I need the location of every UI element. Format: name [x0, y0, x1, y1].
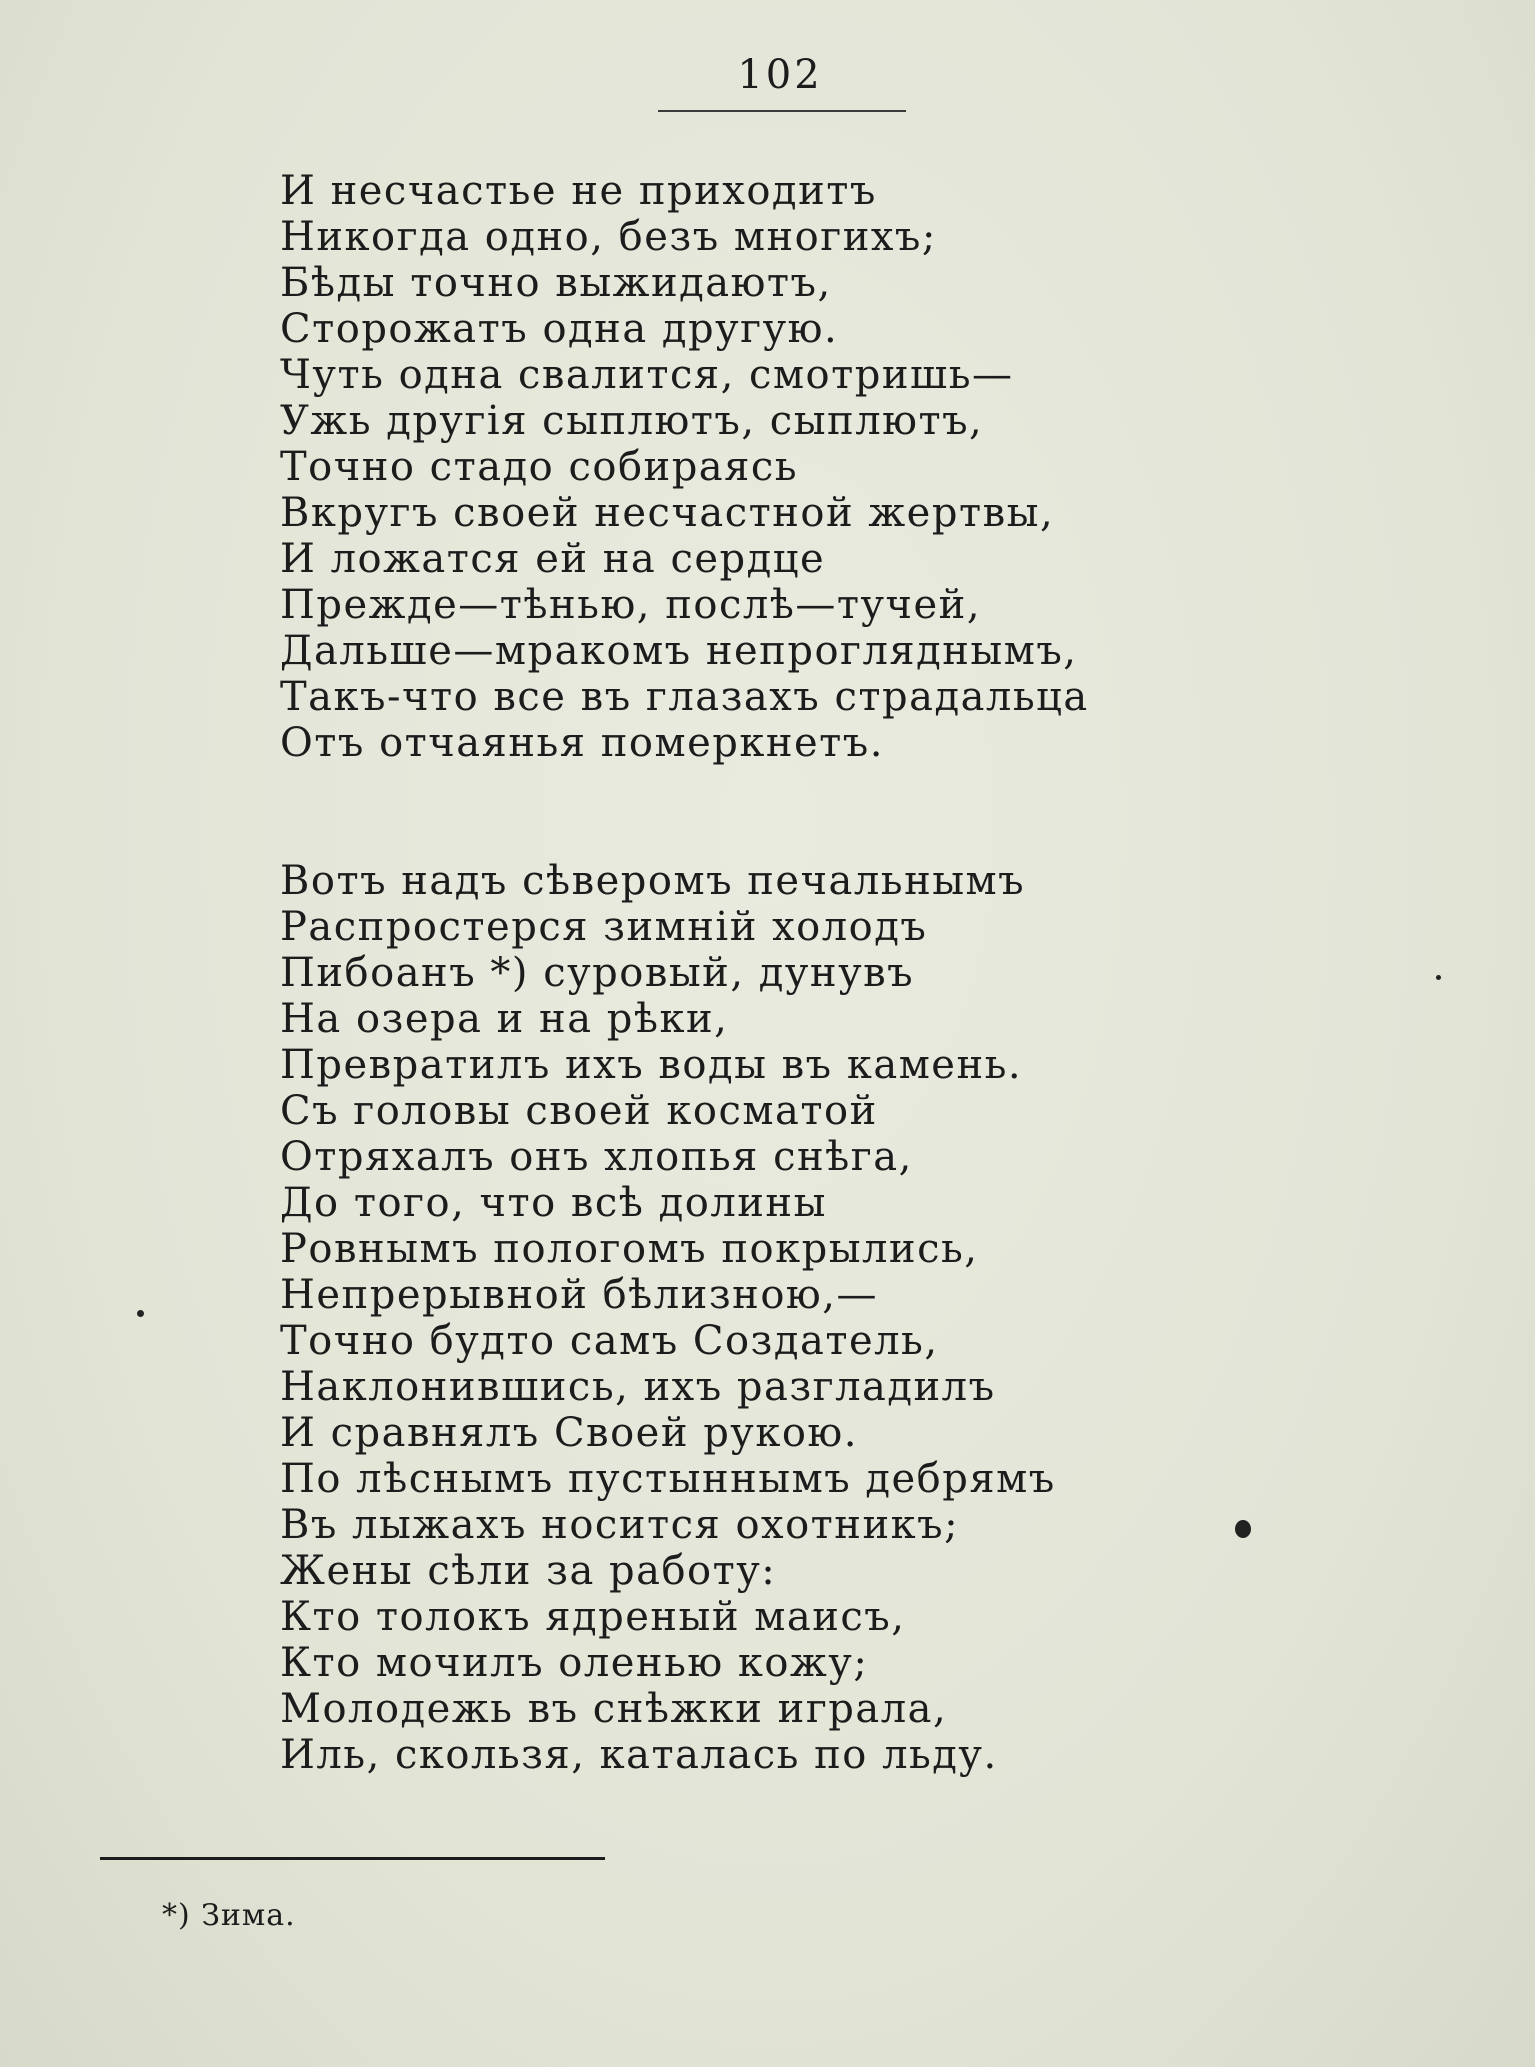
- verse-line: Съ головы своей косматой: [280, 1088, 878, 1134]
- verse-line: Никогда одно, безъ многихъ;: [280, 214, 937, 260]
- verse-line: Кто мочилъ оленью кожу;: [280, 1640, 869, 1686]
- verse-line: Ужь другія сыплютъ, сыплютъ,: [280, 398, 984, 444]
- verse-line: Такъ-что все въ глазахъ страдальца: [280, 674, 1089, 720]
- verse-line: Наклонившись, ихъ разгладилъ: [280, 1364, 996, 1410]
- verse-line: И несчастье не приходитъ: [280, 168, 877, 214]
- verse-line: И ложатся ей на сердце: [280, 536, 826, 582]
- verse-line: Сторожатъ одна другую.: [280, 306, 839, 352]
- verse-line: Въ лыжахъ носится охотникъ;: [280, 1502, 960, 1548]
- verse-line: Жены сѣли за работу:: [280, 1548, 777, 1594]
- verse-line: Иль, скользя, каталась по льду.: [280, 1732, 998, 1778]
- ink-speck: [1235, 1520, 1251, 1538]
- verse-line: Вкругъ своей несчастной жертвы,: [280, 490, 1055, 536]
- verse-line: Пибоанъ *) суровый, дунувъ: [280, 950, 915, 996]
- stanza-1: [280, 168, 1089, 766]
- ink-speck: [1436, 975, 1441, 980]
- verse-line: Непрерывной бѣлизною,—: [280, 1272, 878, 1318]
- verse-line: Отъ отчаянья померкнетъ.: [280, 720, 884, 766]
- ink-speck: [137, 1310, 144, 1317]
- verse-line: На озера и на рѣки,: [280, 996, 729, 1042]
- verse-line: Распростерся зимній холодъ: [280, 904, 928, 950]
- footnote: *) Зима.: [162, 1898, 296, 1933]
- verse-line: И сравнялъ Своей рукою.: [280, 1410, 858, 1456]
- verse-line: Дальше—мракомъ непрогляднымъ,: [280, 628, 1078, 674]
- verse-line: Вотъ надъ сѣверомъ печальнымъ: [280, 858, 1026, 904]
- page-number: 102: [737, 52, 823, 98]
- verse-line: Отряхалъ онъ хлопья снѣга,: [280, 1134, 913, 1180]
- verse-line: Чуть одна свалится, смотришь—: [280, 352, 1014, 398]
- verse-line: Прежде—тѣнью, послѣ—тучей,: [280, 582, 982, 628]
- verse-line: Молодежь въ снѣжки играла,: [280, 1686, 948, 1732]
- header-rule: [658, 110, 906, 112]
- footnote-rule: [100, 1857, 605, 1860]
- verse-line: Кто толокъ ядреный маисъ,: [280, 1594, 906, 1640]
- verse-line: По лѣснымъ пустыннымъ дебрямъ: [280, 1456, 1056, 1502]
- verse-line: Точно стадо собираясь: [280, 444, 799, 490]
- verse-line: Ровнымъ пологомъ покрылись,: [280, 1226, 979, 1272]
- verse-line: До того, что всѣ долины: [280, 1180, 827, 1226]
- verse-line: Точно будто самъ Создатель,: [280, 1318, 939, 1364]
- stanza-2: [280, 858, 1056, 1778]
- verse-line: Превратилъ ихъ воды въ камень.: [280, 1042, 1023, 1088]
- verse-line: Бѣды точно выжидаютъ,: [280, 260, 832, 306]
